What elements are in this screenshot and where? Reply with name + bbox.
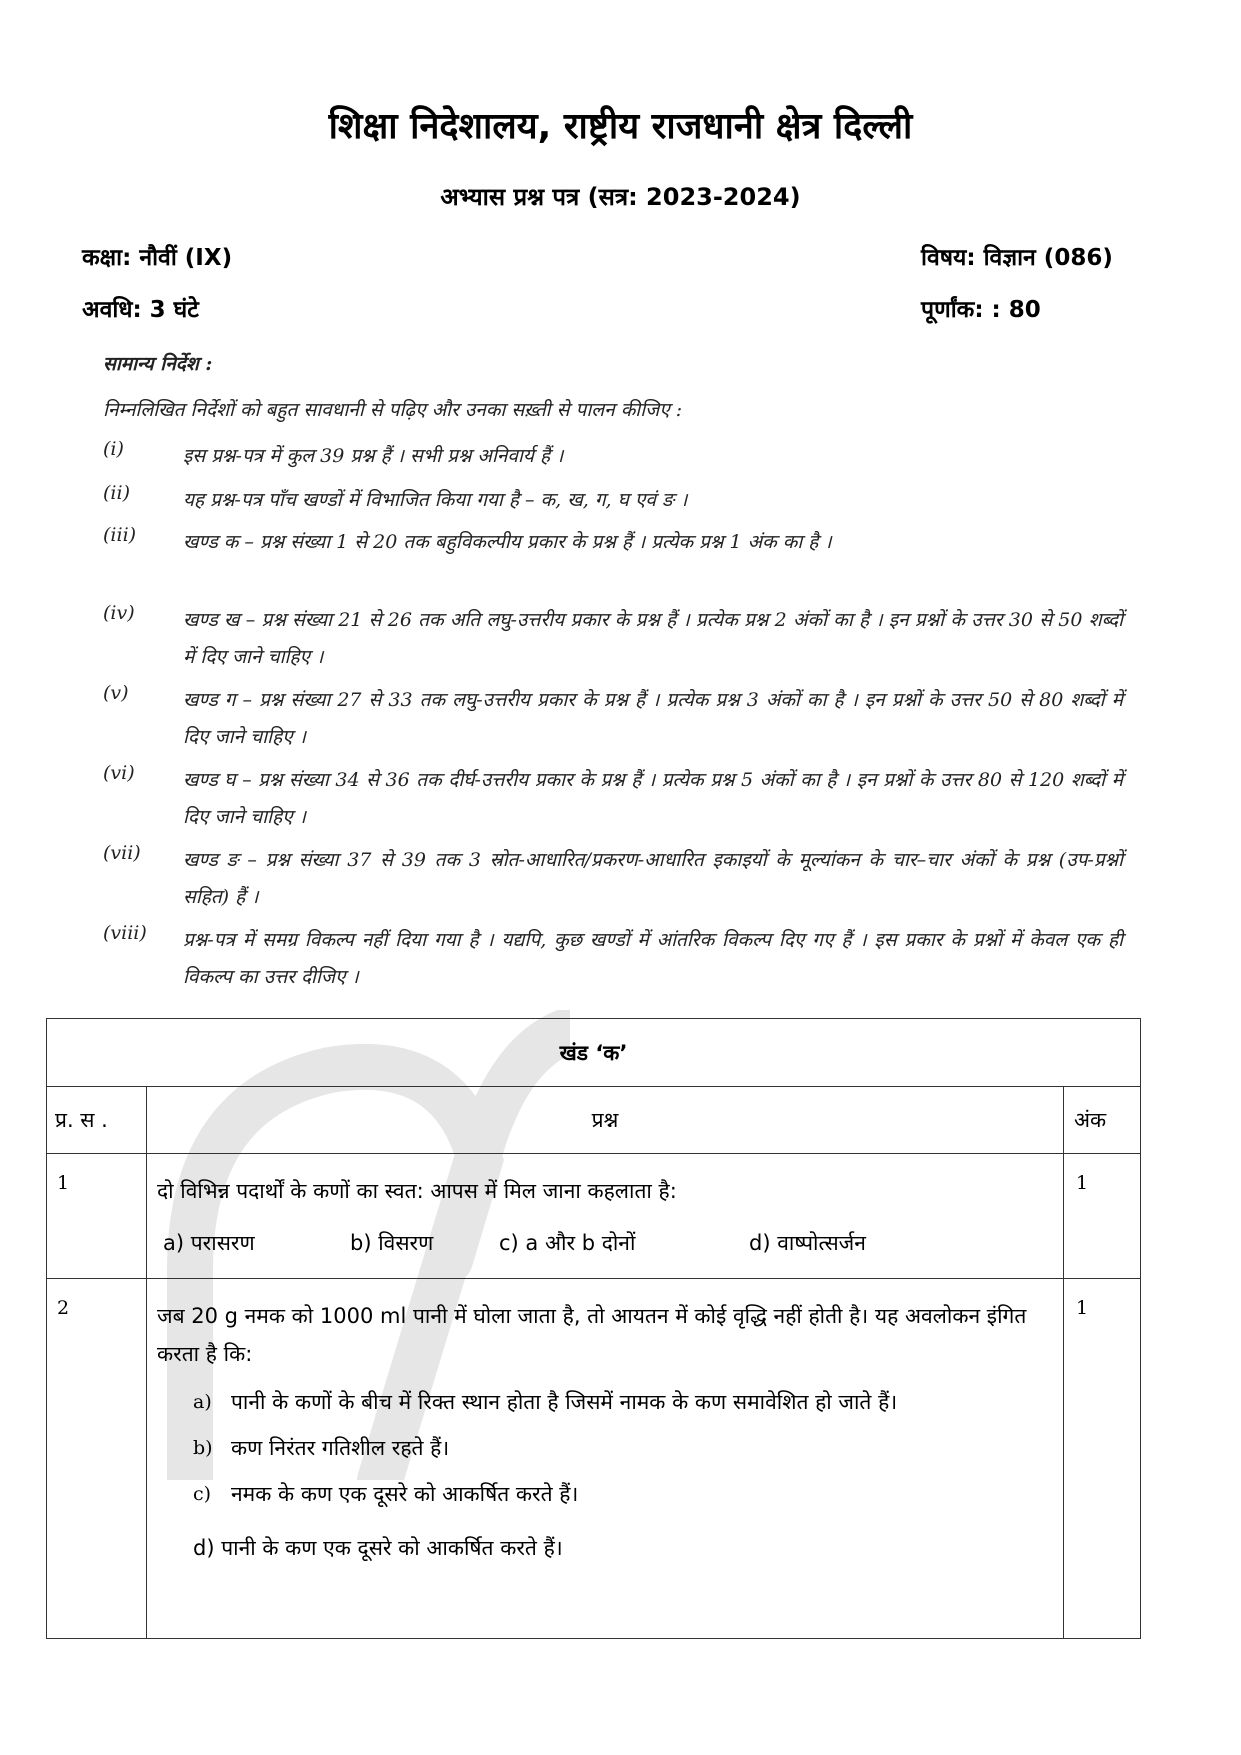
question-number: 2 <box>47 1279 147 1639</box>
option-c <box>193 1471 1043 1517</box>
option-text: पानी के कणों के बीच में रिक्त स्थान होता है जिसमें नामक के कण समावेशित हो जाते हैं। <box>231 1390 898 1414</box>
instructions-intro: निम्नलिखित निर्देशों को बहुत सावधानी से पढ़िए और उनका सख़्ती से पालन कीजिए : <box>103 399 683 421</box>
instruction-number: (iii) <box>103 524 137 546</box>
section-title: खंड ‘क’ <box>47 1019 1141 1087</box>
option-d: d) पानी के कण एक दूसरे को आकर्षित करते हैं। <box>193 1536 563 1560</box>
option-b <box>193 1425 1043 1471</box>
page-subtitle: अभ्यास प्रश्न पत्र (सत्र: 2023-2024) <box>440 183 801 211</box>
instruction-text: खण्ड ग – प्रश्न संख्या 27 से 33 तक लघु-उत्तरीय प्रकार के प्रश्न हैं । प्रत्येक प्रश्न 3 अंकों का है । इन प्रश्नों के उत्तर 50 से 80 शब्दों में दिए जाने चाहिए । <box>183 689 1123 748</box>
instruction-text: खण्ड ख – प्रश्न संख्या 21 से 26 तक अति लघु-उत्तरीय प्रकार के प्रश्न हैं । प्रत्येक प्रश्न 2 अंकों का है । इन प्रश्नों के उत्तर 30 से 50 शब्दों में दिए जाने चाहिए । <box>183 609 1123 668</box>
instruction-text: प्रश्न-पत्र में समग्र विकल्प नहीं दिया गया है । यद्यपि, कुछ खण्डों में आंतरिक विकल्प दिए गए हैं । इस प्रकार के प्रश्नों में केवल एक ही विकल्प का उत्तर दीजिए । <box>183 929 1123 988</box>
options-row <box>157 1218 1043 1268</box>
option-text: नमक के कण एक दूसरे को आकर्षित करते हैं। <box>231 1482 579 1506</box>
questions-table <box>46 1018 1141 1639</box>
table-row <box>47 1279 1141 1639</box>
question-cell <box>147 1279 1064 1639</box>
question-marks: 1 <box>1064 1279 1141 1639</box>
instruction-number: (viii) <box>103 922 147 944</box>
instruction-number: (vi) <box>103 762 135 784</box>
option-label: a) <box>193 1391 212 1413</box>
column-header-question: प्रश्न <box>147 1087 1064 1154</box>
question-number: 1 <box>47 1154 147 1279</box>
instruction-text: इस प्रश्न-पत्र में कुल 39 प्रश्न हैं । सभी प्रश्न अनिवार्य हैं । <box>183 445 564 467</box>
class-label: कक्षा: नौवीं (IX) <box>82 245 233 271</box>
option-d: d) वाष्पोत्सर्जन <box>749 1231 866 1255</box>
column-header-marks: अंक <box>1064 1087 1141 1154</box>
option-c: c) a और b दोनों <box>499 1231 636 1255</box>
options-list <box>193 1379 1043 1517</box>
instruction-number: (i) <box>103 438 124 460</box>
option-label: b) <box>193 1437 213 1459</box>
instruction-number: (vii) <box>103 842 141 864</box>
question-marks: 1 <box>1064 1154 1141 1279</box>
table-row <box>47 1154 1141 1279</box>
page-title: शिक्षा निदेशालय, राष्ट्रीय राजधानी क्षेत्र दिल्ली <box>328 106 913 147</box>
max-marks-label: पूर्णांक: : 80 <box>921 297 1041 323</box>
instruction-text: खण्ड क – प्रश्न संख्या 1 से 20 तक बहुविकल्पीय प्रकार के प्रश्न हैं । प्रत्येक प्रश्न 1 अंक का है । <box>183 531 832 553</box>
question-text: जब 20 g नमक को 1000 ml पानी में घोला जाता है, तो आयतन में कोई वृद्धि नहीं होती है। यह अवलोकन इंगित करता है कि: <box>157 1304 1027 1366</box>
instructions-heading: सामान्य निर्देश : <box>103 353 213 375</box>
option-text: कण निरंतर गतिशील रहते हैं। <box>231 1436 450 1460</box>
question-text: दो विभिन्न पदार्थों के कणों का स्वत: आपस में मिल जाना कहलाता है: <box>157 1179 677 1203</box>
instruction-text: खण्ड घ – प्रश्न संख्या 34 से 36 तक दीर्घ-उत्तरीय प्रकार के प्रश्न हैं । प्रत्येक प्रश्न 5 अंकों का है । इन प्रश्नों के उत्तर 80 से 120 शब्दों में दिए जाने चाहिए । <box>183 769 1123 828</box>
duration-label: अवधि: 3 घंटे <box>82 297 199 323</box>
column-header-qno: प्र. स . <box>47 1087 147 1154</box>
instruction-number: (v) <box>103 682 129 704</box>
option-label: c) <box>193 1483 212 1505</box>
question-cell <box>147 1154 1064 1279</box>
instruction-number: (iv) <box>103 602 135 624</box>
option-a: a) परासरण <box>163 1231 255 1255</box>
option-a <box>193 1379 1043 1425</box>
subject-label: विषय: विज्ञान (086) <box>921 245 1113 271</box>
instruction-text: यह प्रश्न-पत्र पाँच खण्डों में विभाजित किया गया है – क, ख, ग, घ एवं ङ । <box>183 489 688 511</box>
instruction-text: खण्ड ङ – प्रश्न संख्या 37 से 39 तक 3 स्रोत-आधारित/प्रकरण-आधारित इकाइयों के मूल्यांकन के चार–चार अंकों के प्रश्न (उप-प्रश्नों सहित) हैं । <box>183 849 1123 908</box>
option-b: b) विसरण <box>350 1231 434 1255</box>
instruction-number: (ii) <box>103 482 130 504</box>
